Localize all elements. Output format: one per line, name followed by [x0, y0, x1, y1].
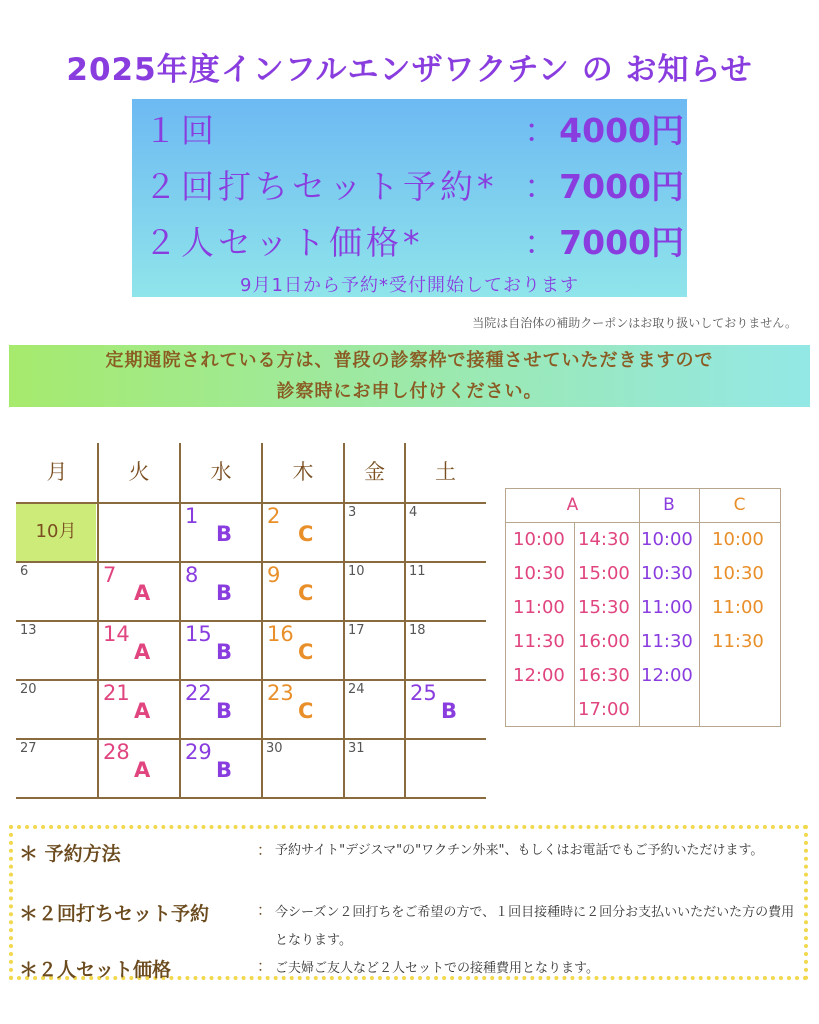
price-row-pair: [144, 217, 684, 267]
time-slot: 16:00: [578, 631, 630, 652]
time-slot: 10:30: [513, 563, 565, 584]
calendar-day: 18: [409, 623, 426, 638]
price-label: ２回打ちセット予約*: [144, 167, 498, 206]
notes-box: [9, 825, 808, 980]
weekday-header: 火: [128, 460, 150, 484]
time-slot: 15:30: [578, 597, 630, 618]
price-box: [132, 99, 687, 297]
time-slot: 12:00: [513, 665, 565, 686]
grid-line: [261, 443, 263, 798]
calendar-day: 15: [185, 622, 212, 646]
calendar-day: 24: [348, 682, 365, 697]
calendar-day: 23: [267, 681, 294, 705]
grid-line: [16, 561, 486, 563]
time-slot-table: [505, 488, 781, 727]
calendar-day: 4: [409, 505, 418, 520]
time-slot: 15:00: [578, 563, 630, 584]
note-term-pair: ＊２人セット価格: [19, 959, 172, 981]
notice-line: 定期通院されている方は、普段の診察枠で接種させていただきますので: [105, 350, 714, 371]
weekday-header: 木: [292, 460, 314, 484]
slot-type-badge: B: [441, 699, 458, 723]
grid-line: [16, 502, 486, 504]
calendar-day: 3: [348, 505, 357, 520]
slot-type-badge: C: [298, 699, 314, 723]
page-title: 2025年度インフルエンザワクチン の お知らせ: [66, 52, 753, 88]
calendar-day: 14: [103, 622, 130, 646]
time-slot: 17:00: [578, 699, 630, 720]
calendar-day: 2: [267, 504, 281, 528]
calendar-day: 25: [410, 681, 437, 705]
grid-line: [16, 797, 486, 799]
time-slot: 11:00: [513, 597, 565, 618]
time-slot: 11:30: [712, 631, 764, 652]
note-term-reservation: ＊ 予約方法: [19, 843, 121, 865]
calendar-day: 7: [103, 563, 117, 587]
note-desc-reservation: 予約サイト"デジスマ"の"ワクチン外来"、もしくはお電話でもご予約いただけます。: [275, 843, 764, 858]
note-term-two-dose: ＊２回打ちセット予約: [19, 903, 210, 925]
calendar-day: 29: [185, 740, 212, 764]
price-colon: ：: [524, 223, 557, 262]
calendar-day: 11: [409, 564, 426, 579]
slot-type-badge: B: [216, 581, 233, 605]
note-desc-pair: ご夫婦ご友人など２人セットでの接種費用となります。: [275, 961, 599, 976]
slot-type-badge: C: [298, 522, 314, 546]
time-slot: 11:00: [641, 597, 693, 618]
time-slot: 10:00: [641, 529, 693, 550]
note-colon: ：: [257, 901, 273, 919]
calendar-day: 1: [185, 504, 199, 528]
grid-line: [97, 443, 99, 798]
calendar-day: 21: [103, 681, 130, 705]
notice-line: 診察時にお申し付けください。: [276, 381, 543, 402]
slot-type-badge: B: [216, 699, 233, 723]
time-slot: 12:00: [641, 665, 693, 686]
slot-type-badge: C: [298, 581, 314, 605]
calendar-day: 17: [348, 623, 365, 638]
grid-line: [16, 738, 486, 740]
note-desc-two-dose: 今シーズン２回打ちをご希望の方で、１回目接種時に２回分お支払いいただいた方の費用となります。: [275, 905, 795, 948]
time-slot: 10:00: [513, 529, 565, 550]
slot-type-badge: B: [216, 522, 233, 546]
reservation-start-note: 9月1日から予約*受付開始しております: [240, 275, 579, 296]
slot-type-badge: A: [134, 640, 151, 664]
price-row-two-dose: [144, 161, 684, 211]
calendar-day: 9: [267, 563, 281, 587]
slot-type-badge: B: [216, 640, 233, 664]
weekday-header: 月: [46, 460, 68, 484]
slot-header-c: C: [733, 495, 746, 515]
time-slot: 11:00: [712, 597, 764, 618]
weekday-header: 金: [364, 460, 385, 484]
time-slot: 11:30: [513, 631, 565, 652]
note-colon: ：: [257, 841, 273, 859]
calendar-day: 13: [20, 623, 37, 638]
coupon-note: 当院は自治体の補助クーポンはお取り扱いしておりません。: [472, 316, 797, 330]
time-slot: 14:30: [578, 529, 630, 550]
calendar-day: 8: [185, 563, 199, 587]
regular-patient-notice: [9, 345, 810, 407]
price-row-single: [144, 105, 684, 155]
note-colon: ：: [257, 957, 273, 975]
grid-line: [404, 443, 406, 798]
calendar-day: 27: [20, 741, 37, 756]
time-slot: 11:30: [641, 631, 693, 652]
time-slot: 10:30: [712, 563, 764, 584]
slot-type-badge: B: [216, 758, 233, 782]
calendar-day: 30: [266, 741, 283, 756]
calendar-day: 16: [267, 622, 294, 646]
time-slot: 16:30: [578, 665, 630, 686]
slot-type-badge: A: [134, 758, 151, 782]
price-value: 7000円: [559, 223, 684, 262]
grid-line: [16, 620, 486, 622]
month-label: 10月: [16, 503, 96, 561]
slot-type-badge: A: [134, 699, 151, 723]
time-slot: 10:00: [712, 529, 764, 550]
table-line: [699, 489, 700, 726]
slot-header-b: B: [663, 495, 675, 515]
price-label: １回: [144, 111, 218, 150]
calendar-day: 22: [185, 681, 212, 705]
price-value: 4000円: [559, 111, 684, 150]
time-slot: 10:30: [641, 563, 693, 584]
price-colon: ：: [524, 167, 557, 206]
grid-line: [343, 443, 345, 798]
grid-line: [179, 443, 181, 798]
calendar-day: 31: [348, 741, 365, 756]
slot-type-badge: C: [298, 640, 314, 664]
price-label: ２人セット価格*: [144, 223, 424, 262]
calendar-day: 6: [20, 564, 29, 579]
table-line: [506, 522, 780, 523]
price-value: 7000円: [559, 167, 684, 206]
table-line: [639, 489, 640, 726]
table-line: [574, 522, 575, 726]
price-colon: ：: [524, 111, 557, 150]
slot-header-a: A: [566, 495, 579, 515]
calendar-day: 20: [20, 682, 37, 697]
weekday-header: 水: [210, 460, 232, 484]
calendar-day: 28: [103, 740, 130, 764]
slot-type-badge: A: [134, 581, 151, 605]
calendar-day: 10: [348, 564, 365, 579]
weekday-header: 土: [435, 460, 456, 484]
